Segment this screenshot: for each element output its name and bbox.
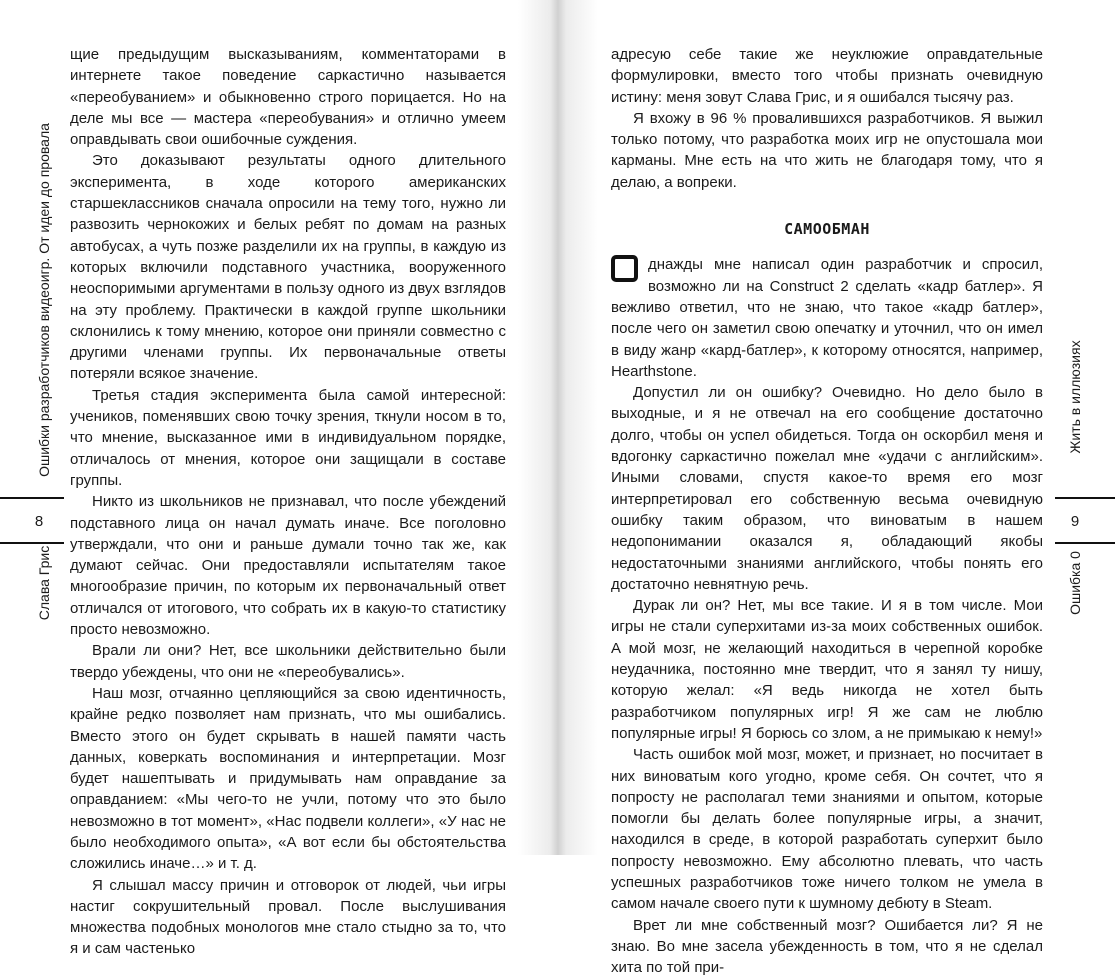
- right-running-title: Жить в иллюзиях: [1067, 340, 1083, 454]
- paragraph: Дурак ли он? Нет, мы все такие. И я в том числе. Мои игры не стали суперхитами из-за моих собственных ошибок. А мой мозг, не желающий находиться в черепной коробке неудачника, постоянно мне твердит, что я занял ту нишу, которую желал: «Я ведь никогда не хотел быть разработчиком популярных игр! Я же сам не люблю популярные игры! Я борюсь со злом, а не примыкаю к нему!»: [611, 597, 1043, 742]
- left-page-number: 8: [34, 513, 44, 530]
- paragraph: Третья стадия эксперимента была самой интересной: учеников, поменявших свою точку зрения, ткнули носом в то, что мнение, высказанное ими в индивидуальном порядке, отличалось от мнения, которое они защищали в составе группы.: [70, 386, 506, 489]
- paragraph: Допустил ли он ошибку? Очевидно. Но дело было в выходные, и я не отвечал на его сообщение достаточно долго, чтобы он успел обидеться. Тогда он оскорбил меня и вдогонку саркастично пожелал мне «удачи с английским». Иными словами, спустя какое-то время его мозг интерпретировал его собственную весьма очевидную ошибку таким образом, что виноватым в нашем недопонимании оказался я, обладающий якобы недостаточными знаниями английского, чтобы понять его достаточно невнятную речь.: [611, 384, 1043, 593]
- paragraph: Наш мозг, отчаянно цепляющийся за свою идентичность, крайне редко позволяет нам признать, что мы ошибались. Вместо этого он будет скрывать в нашей памяти часть данных, коверкать воспоминания и интерпретации. Мозг будет нашептывать и придумывать нам оправдание за оправданием: «Мы чего-то не учли, потому что это было невозможно в тот момент», «Нас подвели коллеги», «У нас не было необходимого опыта», «А вот если бы обстоятельства сложились иначе…» и т. д.: [70, 684, 506, 873]
- drop-cap-o-icon: [611, 255, 638, 282]
- paragraph: Я слышал массу причин и отговорок от людей, чьи игры настиг сокрушительный провал. После выслушивания множества подобных монологов мне стало стыдно за то, что я и сам частенько: [70, 876, 506, 958]
- left-page: [0, 0, 556, 958]
- right-chapter: Ошибка 0: [1067, 551, 1083, 615]
- paragraph: адресую себе такие же неуклюжие оправдательные формулировки, вместо того чтобы признать очевидную истину: меня зовут Слава Грис, и я ошибался тысячу раз.: [611, 46, 1043, 106]
- paragraph: Врет ли мне собственный мозг? Ошибается ли? Я не знаю. Во мне засела убежденность в том, что я не сделал хита по той при-: [611, 916, 1043, 977]
- right-folio-rule-top: [1055, 497, 1115, 499]
- paragraph: Часть ошибок мой мозг, может, и признает, но посчитает в них виноватым кого угодно, кроме себя. Он сочтет, что я попросту не располагал теми знаниями и опытом, которые помогли бы делать более популярные игры, а значит, находился в среде, в которой разработать суперхит было попросту невозможно. Ему абсолютно плевать, что часть успешных разработчиков тоже ничего толком не умела в самом начале своего пути к шумному дебюту в Steam.: [611, 746, 1043, 913]
- paragraph-text: днажды мне написал один разработчик и спросил, возможно ли на Construct 2 сделать «кадр батлер». Я вежливо ответил, что не знаю, что такое «кадр батлер», после чего он заметил свою опечатку и уточнил, что он имел в виду жанр «кард-батлер», к которому относятся, например, Hearthstone.: [611, 256, 1043, 380]
- right-page-text: [611, 44, 1043, 978]
- left-folio-rule-bottom: [0, 542, 64, 544]
- paragraph: Никто из школьников не признавал, что после убеждений подставного лица он начал думать иначе. Все поголовно утверждали, что они и раньше думали точно так же, как думают сейчас. Они предоставляли испытателям такое многообразие причин, по которым их первоначальный ответ отличался от итогового, что собрать их в какую-то статистику просто невозможно.: [70, 493, 506, 639]
- left-folio-rule-top: [0, 497, 64, 499]
- right-page: [556, 0, 1115, 977]
- section-title: САМООБМАН: [784, 220, 870, 239]
- paragraph: Это доказывают результаты одного длительного эксперимента, в ходе которого американских старшеклассников сначала опросили на тему того, нужно ли развозить чернокожих и белых ребят по домам на разных автобусах, а чуть позже разделили их на группы, в каждую из которых включили подставного участника, вооруженного неоспоримыми аргументами в пользу одного из двух взглядов на эту проблему. Практически в каждой группе школьники склонились к тому мнению, которое они приняли совместно с другими членами группы. Их первоначальные ответы потеряли всякое значение.: [70, 152, 506, 383]
- left-author: Слава Грис: [36, 545, 52, 621]
- right-page-number: 9: [1070, 513, 1080, 530]
- right-folio-rule-bottom: [1055, 542, 1115, 544]
- left-running-title: Ошибки разработчиков видеоигр. От идеи до провала: [36, 123, 52, 477]
- paragraph: Врали ли они? Нет, все школьники действительно были твердо убеждены, что они не «переобувались».: [70, 642, 506, 681]
- paragraph-dropcap: [611, 254, 1043, 382]
- left-page-text: [70, 44, 506, 960]
- paragraph: Я вхожу в 96 % провалившихся разработчиков. Я выжил только потому, что разработка моих игр не опустошала мои карманы. Мне есть на что жить не благодаря тому, что я делаю, а вопреки.: [611, 109, 1043, 191]
- paragraph: щие предыдущим высказываниям, комментаторами в интернете такое поведение саркастично называется «переобуванием» и обыкновенно строго порицается. Но на деле мы все — мастера «переобувания» и отлично умеем оправдывать свои ошибочные суждения.: [70, 46, 506, 149]
